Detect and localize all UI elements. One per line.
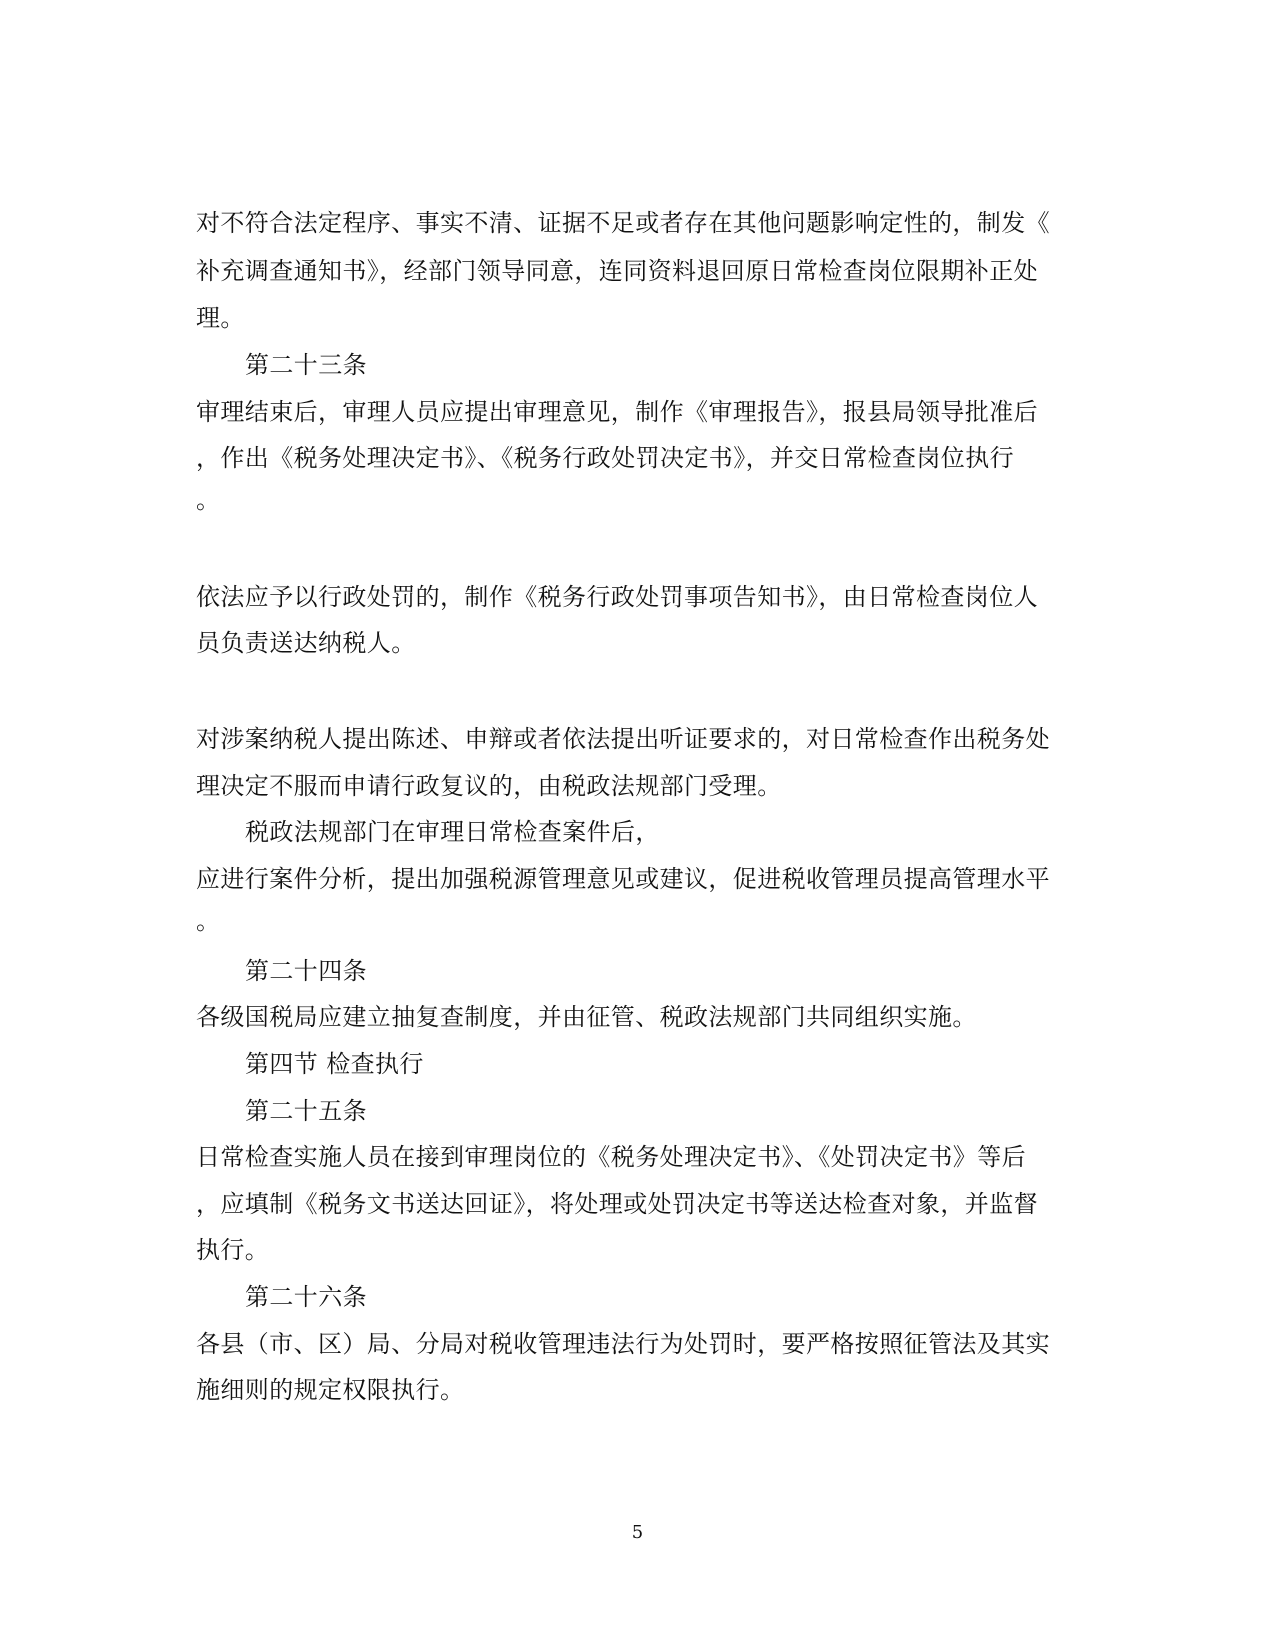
text-line: 对不符合法定程序、事实不清、证据不足或者存在其他问题影响定性的，制发《	[196, 209, 1050, 237]
text-line: 审理结束后，审理人员应提出审理意见，制作《审理报告》，报县局领导批准后	[196, 398, 1038, 426]
article-heading: 第二十四条	[245, 957, 367, 985]
text-line: 施细则的规定权限执行。	[196, 1376, 465, 1404]
text-line: 税政法规部门在审理日常检查案件后，	[245, 818, 660, 846]
text-line: 员负责送达纳税人。	[196, 629, 416, 657]
text-line: ，应填制《税务文书送达回证》，将处理或处罚决定书等送达检查对象，并监督	[196, 1190, 1038, 1218]
article-heading: 第二十三条	[245, 351, 367, 379]
text-line: 各级国税局应建立抽复查制度，并由征管、税政法规部门共同组织实施。	[196, 1003, 977, 1031]
text-line: 对涉案纳税人提出陈述、申辩或者依法提出听证要求的，对日常检查作出税务处	[196, 725, 1050, 753]
text-line: 补充调查通知书》，经部门领导同意，连同资料退回原日常检查岗位限期补正处	[196, 257, 1038, 285]
text-line: 依法应予以行政处罚的，制作《税务行政处罚事项告知书》，由日常检查岗位人	[196, 583, 1038, 611]
section-heading: 第四节 检查执行	[245, 1050, 424, 1078]
text-line: 。	[196, 486, 221, 514]
text-line: ，作出《税务处理决定书》、《税务行政处罚决定书》，并交日常检查岗位执行	[196, 444, 1014, 472]
text-line: 各县（市、区）局、分局对税收管理违法行为处罚时，要严格按照征管法及其实	[196, 1330, 1050, 1358]
text-line: 理。	[196, 304, 245, 332]
article-heading: 第二十六条	[245, 1283, 367, 1311]
text-line: 理决定不服而申请行政复议的，由税政法规部门受理。	[196, 772, 782, 800]
page-number: 5	[631, 1522, 644, 1543]
text-line: 。	[196, 907, 221, 935]
text-line: 应进行案件分析，提出加强税源管理意见或建议，促进税收管理员提高管理水平	[196, 865, 1050, 893]
article-heading: 第二十五条	[245, 1097, 367, 1125]
text-line: 日常检查实施人员在接到审理岗位的《税务处理决定书》、《处罚决定书》等后	[196, 1143, 1026, 1171]
text-line: 执行。	[196, 1236, 270, 1264]
